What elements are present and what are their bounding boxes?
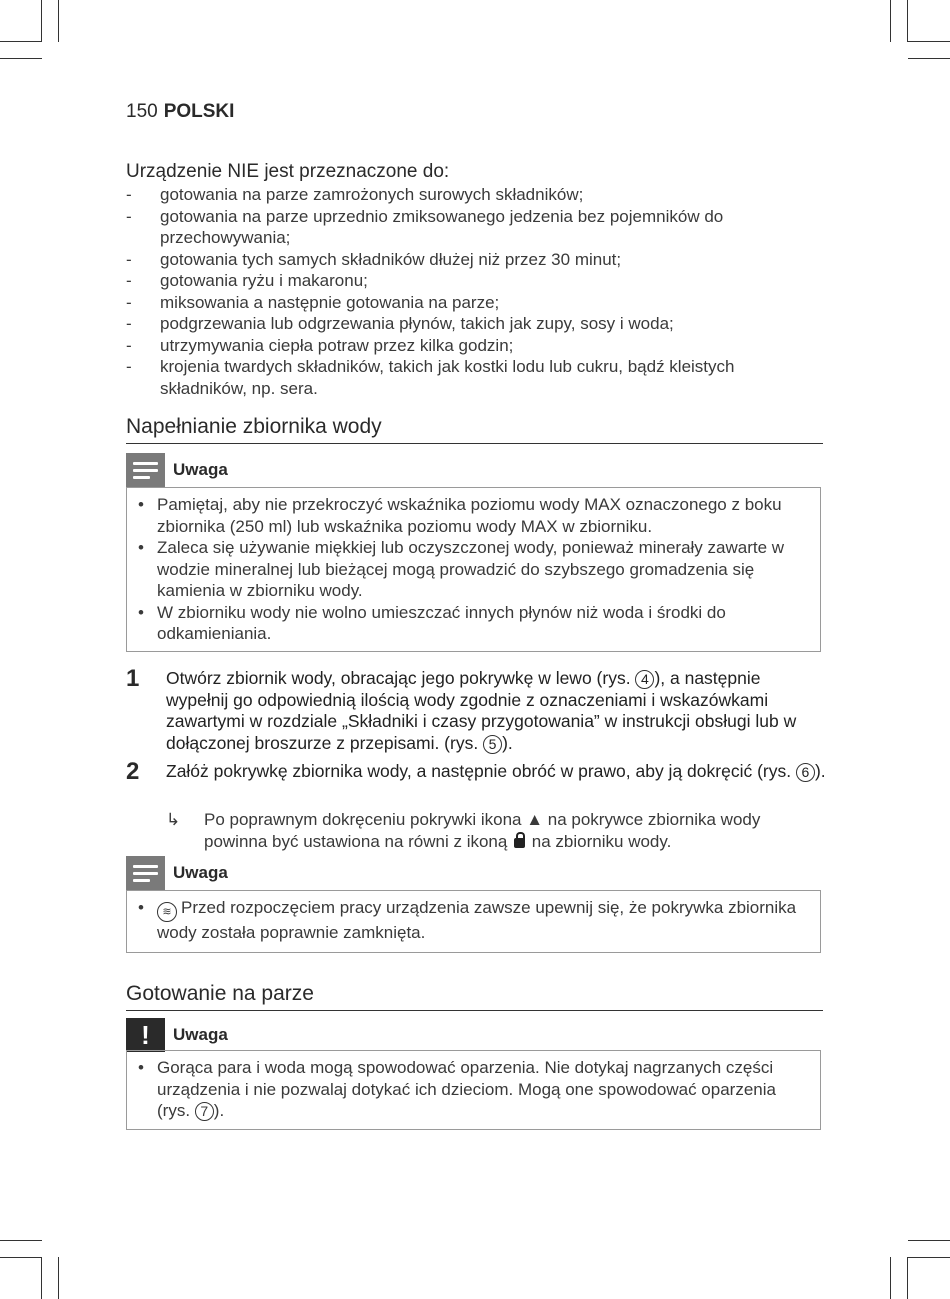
- lock-icon: [514, 838, 525, 848]
- figure-reference: 4: [635, 670, 654, 689]
- crop-mark: [907, 1257, 908, 1299]
- note-icon: [126, 453, 165, 487]
- list-item: - gotowania na parze zamrożonych surowych składników;: [126, 185, 584, 204]
- steam-icon: ≋: [157, 902, 177, 922]
- result-text: Po poprawnym dokręceniu pokrywki ikona ▲ na pokrywce zbiornika wody powinna być ustawiona na równi z ikoną na zbiorniku wody.: [204, 810, 761, 851]
- crop-mark: [908, 58, 950, 59]
- step-result: [166, 809, 826, 852]
- list-item: - podgrzewania lub odgrzewania płynów, takich jak zupy, sosy i woda;: [126, 314, 674, 333]
- step-number: 1: [126, 665, 140, 692]
- figure-reference: 7: [195, 1102, 214, 1121]
- warning-title: Uwaga: [173, 1025, 228, 1044]
- warning-list: [137, 1057, 810, 1122]
- list-item: - utrzymywania ciepła potraw przez kilka godzin;: [126, 335, 514, 355]
- list-item: - gotowania ryżu i makaronu;: [126, 271, 368, 290]
- crop-mark: [0, 41, 42, 42]
- warning-icon: !: [126, 1018, 165, 1052]
- step-text: Otwórz zbiornik wody, obracając jego pokrywkę w lewo (rys. 4 ), a następnie wypełnij go odpowiednią ilością wody zgodnie z oznaczeniami i wskazówkami zawartymi w rozdziale „Składniki i czasy przygotowania” w instrukcji obsługi lub w dołączonej broszurze z przepisami. (rys. 5 ).: [166, 668, 797, 753]
- crop-mark: [41, 0, 42, 42]
- note-title: Uwaga: [173, 460, 228, 479]
- crop-mark: [908, 41, 950, 42]
- crop-mark: [58, 0, 59, 42]
- note-icon: [126, 856, 165, 890]
- section-heading-steaming: Gotowanie na parze: [126, 981, 823, 1011]
- crop-mark: [58, 1257, 59, 1299]
- step-1: [126, 665, 826, 754]
- note-header: [126, 856, 228, 890]
- result-arrow-icon: ↳: [166, 810, 181, 829]
- list-item: • Gorąca para i woda mogą spowodować oparzenia. Nie dotykaj nagrzanych części urządzenia i nie pozwalaj dotykać ich dzieciom. Mogą one spowodować oparzenia (rys. 7 ).: [138, 1058, 776, 1120]
- list-item: - krojenia twardych składników, takich jak kostki lodu lub cukru, bądź kleistych składników, np. sera.: [126, 357, 735, 398]
- note-header: [126, 453, 228, 487]
- crop-mark: [0, 1257, 42, 1258]
- triangle-icon: ▲: [526, 810, 544, 829]
- crop-mark: [908, 1240, 950, 1241]
- crop-mark: [907, 0, 908, 42]
- step-number: 2: [126, 758, 140, 785]
- list-item: - miksowania a następnie gotowania na parze;: [126, 292, 500, 312]
- note-list: [137, 494, 810, 645]
- list-item: - gotowania tych samych składników dłużej niż przez 30 minut;: [126, 249, 622, 269]
- list-item: • W zbiorniku wody nie wolno umieszczać innych płynów niż woda i środki do odkamieniania.: [138, 602, 726, 643]
- not-intended-section: [126, 160, 826, 399]
- note-list: [137, 897, 810, 944]
- crop-mark: [908, 1257, 950, 1258]
- crop-mark: [0, 1240, 42, 1241]
- list-item: • Pamiętaj, aby nie przekroczyć wskaźnika poziomu wody MAX oznaczonego z boku zbiornika (250 ml) lub wskaźnika poziomu wody MAX w zbiorniku.: [138, 495, 782, 536]
- warning-box: [126, 1050, 821, 1130]
- note-box: [126, 890, 821, 953]
- page-header: [126, 100, 234, 124]
- note-box: [126, 487, 821, 652]
- section-heading-filling: Napełnianie zbiornika wody: [126, 414, 823, 444]
- crop-mark: [41, 1257, 42, 1299]
- not-intended-lead: Urządzenie NIE jest przeznaczone do:: [126, 161, 450, 182]
- crop-mark: [890, 0, 891, 42]
- language-label: POLSKI: [163, 101, 235, 122]
- step-2: [126, 758, 826, 785]
- figure-reference: 5: [483, 735, 502, 754]
- warning-header: [126, 1018, 228, 1052]
- list-item: • ≋ Przed rozpoczęciem pracy urządzenia zawsze upewnij się, że pokrywka zbiornika wody została poprawnie zamknięta.: [138, 898, 797, 942]
- not-intended-list: [126, 184, 826, 399]
- crop-mark: [890, 1257, 891, 1299]
- step-text: Załóż pokrywkę zbiornika wody, a następnie obróć w prawo, aby ją dokręcić (rys. 6 ).: [166, 761, 826, 781]
- note-title: Uwaga: [173, 863, 228, 882]
- figure-reference: 6: [796, 763, 815, 782]
- crop-mark: [0, 58, 42, 59]
- list-item: - gotowania na parze uprzednio zmiksowanego jedzenia bez pojemników do przechowywania;: [126, 206, 724, 247]
- page-number: 150: [126, 101, 158, 122]
- list-item: • Zaleca się używanie miękkiej lub oczyszczonej wody, ponieważ minerały zawarte w wodzie mineralnej lub bieżącej mogą prowadzić do szybszego gromadzenia się kamienia w zbiorniku wody.: [138, 538, 785, 600]
